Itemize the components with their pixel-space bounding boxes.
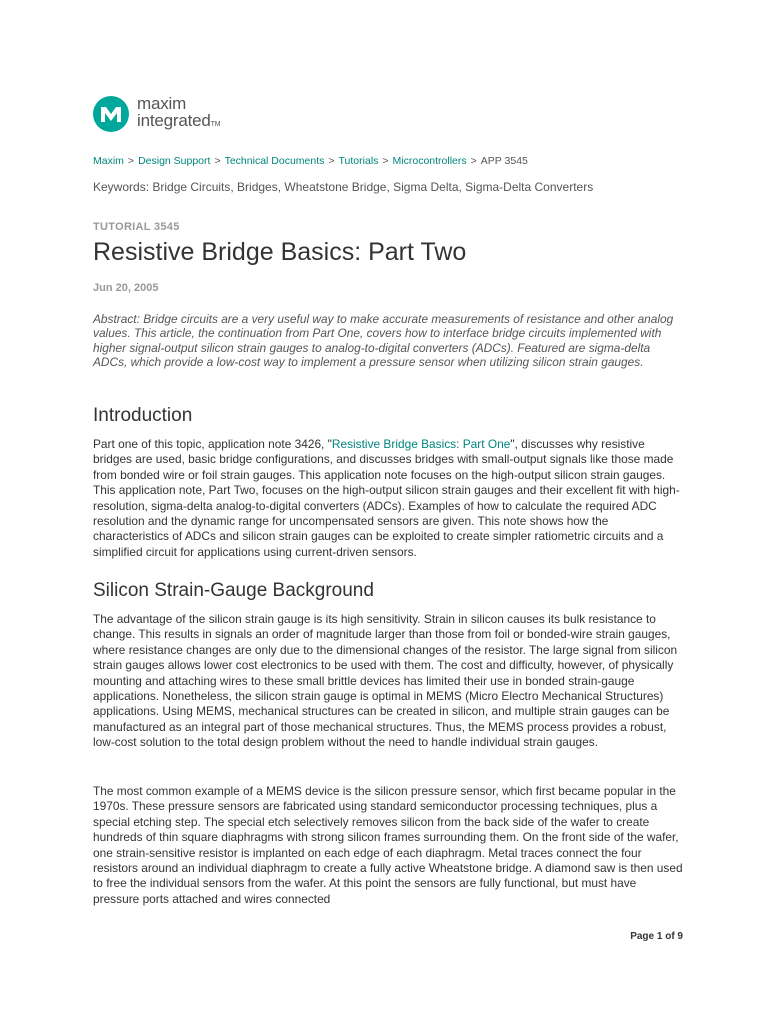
abstract: Abstract: Bridge circuits are a very useful way to make accurate measurements of resistance and other analog values. This article, the continuation from Part One, covers how to interface bridge circuits implemented with higher signal-output silicon strain gauges to analog-to-digital converters (ADCs). Featured are sigma-delta ADCs, which provide a low-cost way to implement a pressure sensor when utilizing silicon strain gauges. — [93, 312, 674, 369]
page-number: Page 1 of 9 — [630, 931, 683, 942]
introduction-paragraph: Part one of this topic, application note 3426, "Resistive Bridge Basics: Part One", discusses why resistive bridges are used, basic bridge configurations, and discusses bridges with small-output signals like those made from bonded wire or foil strain gauges. This application note focuses on the high-output silicon strain gauges. This application note, Part Two, focuses on the high-output silicon strain gauges and their excellent fit with high-resolution, sigma-delta analog-to-digital converters (ADCs). Examples of how to calculate the required ADC resolution and the dynamic range for uncompensated sensors are given. This note shows how the characteristics of ADCs and silicon strain gauges can be exploited to create simpler ratiometric circuits and a simplified circuit for applications using current-driven sensors. — [93, 437, 680, 559]
brand-line1: maxim — [137, 94, 187, 113]
breadcrumb: Maxim > Design Support > Technical Documents > Tutorials > Microcontrollers > APP 3545 — [93, 155, 528, 167]
breadcrumb-tutorials[interactable]: Tutorials — [338, 155, 379, 167]
breadcrumb-current: APP 3545 — [480, 155, 528, 167]
brand-line2: integrated — [137, 111, 211, 130]
brand-tm: TM — [210, 121, 221, 128]
tutorial-label: TUTORIAL 3545 — [93, 221, 180, 233]
maxim-logo-icon — [93, 96, 129, 132]
breadcrumb-maxim[interactable]: Maxim — [93, 155, 124, 167]
part-one-link[interactable]: Resistive Bridge Basics: Part One — [331, 437, 511, 451]
breadcrumb-microcontrollers[interactable]: Microcontrollers — [392, 155, 467, 167]
introduction-heading: Introduction — [93, 405, 193, 426]
background-paragraph-1: The advantage of the silicon strain gauge is its high sensitivity. Strain in silicon causes its bulk resistance to change. This results in signals an order of magnitude larger than those from foil or bonded-wire strain gauges, where resistance changes are only due to the dimensional changes of the resistor. The large signal from silicon strain gauges allows lower cost electronics to be used with them. The cost and difficulty, however, of physically mounting and attaching wires to these small brittle devices has limited their use in bonded strain-gauge applications. Nonetheless, the silicon strain gauge is optimal in MEMS (Micro Electro Mechanical Structures) applications. Using MEMS, mechanical structures can be created in silicon, and multiple strain gauges can be manufactured as an integral part of those mechanical structures. Thus, the MEMS process provides a robust, low-cost solution to the total design problem without the need to handle individual strain gauges. — [93, 612, 678, 750]
breadcrumb-technical-documents[interactable]: Technical Documents — [224, 155, 325, 167]
page-title: Resistive Bridge Basics: Part Two — [93, 238, 467, 266]
maxim-integrated-logo[interactable] — [93, 95, 220, 133]
breadcrumb-design-support[interactable]: Design Support — [138, 155, 211, 167]
background-paragraph-2: The most common example of a MEMS device is the silicon pressure sensor, which first became popular in the 1970s. These pressure sensors are fabricated using standard semiconductor processing techniques, plus a special etching step. The special etch selectively removes silicon from the back side of the wafer to create hundreds of thin square diaphragms with strong silicon frames surrounding them. On the front side of the wafer, one strain-sensitive resistor is implanted on each edge of each diaphragm. Metal traces connect the four resistors around an individual diaphragm to create a fully active Wheatstone bridge. A diamond saw is then used to free the individual sensors from the wafer. At this point the sensors are fully functional, but must have pressure ports attached and wires connected — [93, 784, 683, 906]
background-heading: Silicon Strain-Gauge Background — [93, 580, 374, 601]
keywords: Keywords: Bridge Circuits, Bridges, Wheatstone Bridge, Sigma Delta, Sigma-Delta Converters — [93, 180, 594, 194]
publish-date: Jun 20, 2005 — [93, 282, 159, 294]
